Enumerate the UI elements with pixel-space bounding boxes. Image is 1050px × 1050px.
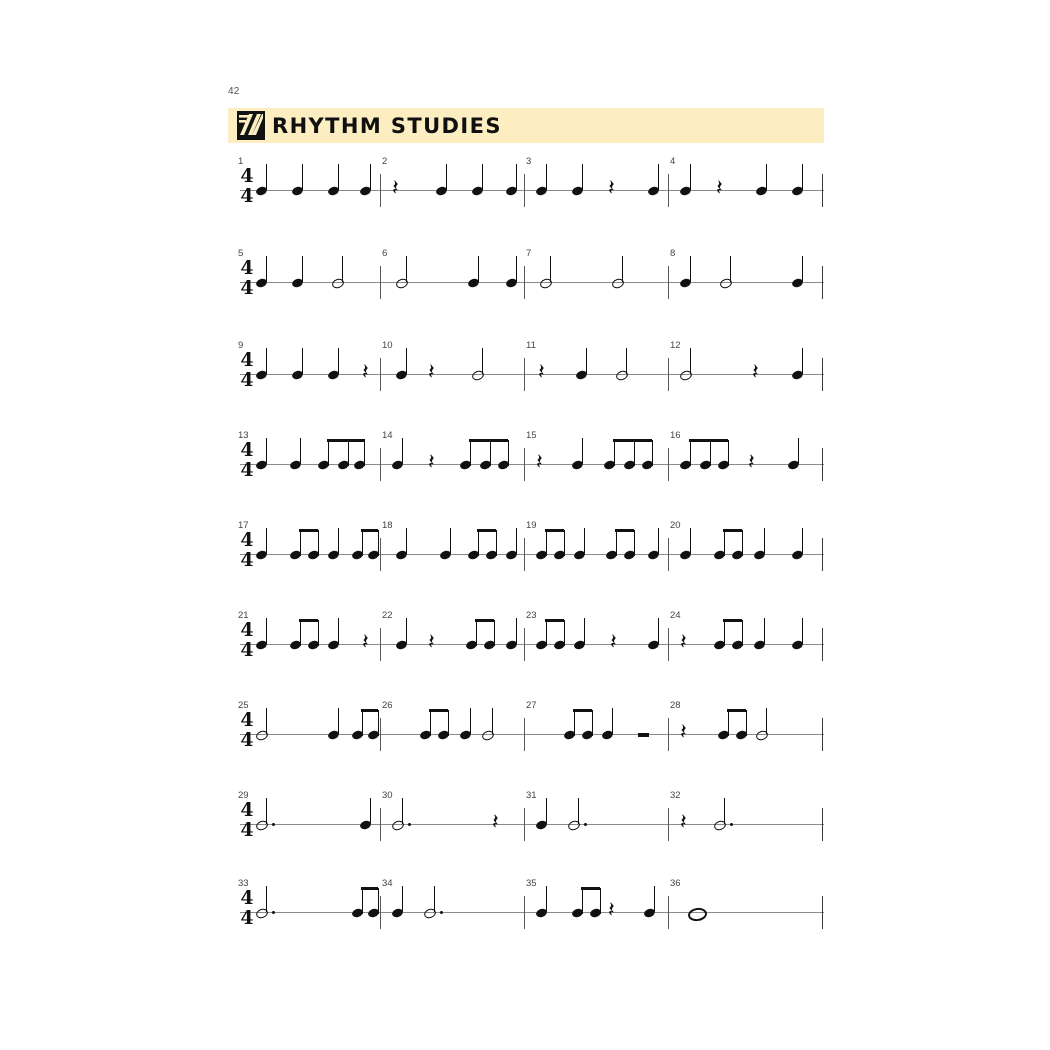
time-signature-bottom: 4 xyxy=(240,549,254,571)
measure-number: 35 xyxy=(526,878,537,889)
time-signature xyxy=(236,258,258,306)
time-signature-top: 4 xyxy=(240,439,254,461)
barline xyxy=(668,628,669,661)
measure-number: 19 xyxy=(526,520,537,531)
staff-system-9 xyxy=(228,878,824,948)
measure-number: 14 xyxy=(382,430,393,441)
rest-quarter: 𝄽 xyxy=(680,630,687,655)
barline xyxy=(668,266,669,299)
barline xyxy=(524,718,525,751)
measure-number: 27 xyxy=(526,700,537,711)
time-signature-top: 4 xyxy=(240,257,254,279)
barline xyxy=(380,718,381,751)
time-signature-bottom: 4 xyxy=(240,907,254,929)
measure-number: 15 xyxy=(526,430,537,441)
measure-number: 26 xyxy=(382,700,393,711)
barline xyxy=(380,896,381,929)
time-signature xyxy=(236,530,258,578)
barline xyxy=(524,896,525,929)
time-signature-top: 4 xyxy=(240,619,254,641)
measure-number: 33 xyxy=(238,878,249,889)
measure-number: 8 xyxy=(670,248,676,259)
measure-number: 32 xyxy=(670,790,681,801)
rest-quarter: 𝄽 xyxy=(680,810,687,835)
measure-number: 23 xyxy=(526,610,537,621)
barline xyxy=(668,448,669,481)
time-signature-top: 4 xyxy=(240,799,254,821)
time-signature-bottom: 4 xyxy=(240,729,254,751)
striped-notation-logo-icon xyxy=(236,110,266,141)
barline xyxy=(524,808,525,841)
time-signature-bottom: 4 xyxy=(240,819,254,841)
measure-number: 6 xyxy=(382,248,388,259)
staff-system-6 xyxy=(228,610,824,680)
time-signature xyxy=(236,800,258,848)
barline xyxy=(524,538,525,571)
staff-system-2 xyxy=(228,248,824,318)
time-signature-top: 4 xyxy=(240,529,254,551)
final-barline xyxy=(822,628,823,661)
measure-number: 1 xyxy=(238,156,244,167)
measure-number: 31 xyxy=(526,790,537,801)
time-signature-bottom: 4 xyxy=(240,369,254,391)
time-signature-top: 4 xyxy=(240,709,254,731)
time-signature xyxy=(236,888,258,936)
time-signature-bottom: 4 xyxy=(240,185,254,207)
rest-quarter: 𝄽 xyxy=(492,810,499,835)
measure-number: 18 xyxy=(382,520,393,531)
time-signature-bottom: 4 xyxy=(240,639,254,661)
time-signature-top: 4 xyxy=(240,165,254,187)
barline xyxy=(668,808,669,841)
time-signature-top: 4 xyxy=(240,349,254,371)
final-barline xyxy=(822,266,823,299)
barline xyxy=(668,538,669,571)
barline xyxy=(380,628,381,661)
measure-number: 22 xyxy=(382,610,393,621)
rest-quarter: 𝄽 xyxy=(608,176,615,201)
final-barline xyxy=(822,448,823,481)
rest-quarter: 𝄽 xyxy=(428,630,435,655)
rest-quarter: 𝄽 xyxy=(392,176,399,201)
measure-number: 30 xyxy=(382,790,393,801)
rest-quarter: 𝄽 xyxy=(680,720,687,745)
measure-number: 3 xyxy=(526,156,532,167)
rest-quarter: 𝄽 xyxy=(362,360,369,385)
measure-number: 10 xyxy=(382,340,393,351)
barline xyxy=(524,358,525,391)
barline xyxy=(380,358,381,391)
measure-number: 36 xyxy=(670,878,681,889)
measure-number: 29 xyxy=(238,790,249,801)
time-signature xyxy=(236,166,258,214)
staff-system-3 xyxy=(228,340,824,410)
barline xyxy=(380,808,381,841)
staff-system-7 xyxy=(228,700,824,770)
staff-system-8 xyxy=(228,790,824,860)
rest-quarter: 𝄽 xyxy=(716,176,723,201)
measure-number: 7 xyxy=(526,248,532,259)
rest-quarter: 𝄽 xyxy=(536,450,543,475)
time-signature xyxy=(236,350,258,398)
staff-line xyxy=(240,824,824,825)
time-signature-bottom: 4 xyxy=(240,277,254,299)
note-whole xyxy=(687,907,708,923)
rest-quarter: 𝄽 xyxy=(752,360,759,385)
measure-number: 9 xyxy=(238,340,244,351)
barline xyxy=(524,266,525,299)
measure-number: 11 xyxy=(526,340,536,351)
final-barline xyxy=(822,174,823,207)
measure-number: 5 xyxy=(238,248,244,259)
page-number: 42 xyxy=(228,86,240,97)
barline xyxy=(668,896,669,929)
time-signature-top: 4 xyxy=(240,887,254,909)
barline xyxy=(524,174,525,207)
rest-quarter: 𝄽 xyxy=(538,360,545,385)
final-barline xyxy=(822,358,823,391)
barline xyxy=(524,448,525,481)
final-barline xyxy=(822,718,823,751)
measure-number: 25 xyxy=(238,700,249,711)
measure-number: 24 xyxy=(670,610,681,621)
rest-quarter: 𝄽 xyxy=(748,450,755,475)
measure-number: 34 xyxy=(382,878,393,889)
staff-system-4 xyxy=(228,430,824,500)
rest-quarter: 𝄽 xyxy=(610,630,617,655)
barline xyxy=(524,628,525,661)
measure-number: 2 xyxy=(382,156,388,167)
measure-number: 13 xyxy=(238,430,249,441)
barline xyxy=(380,538,381,571)
measure-number: 4 xyxy=(670,156,676,167)
barline xyxy=(668,358,669,391)
staff-system-5 xyxy=(228,520,824,590)
final-barline xyxy=(822,538,823,571)
final-barline xyxy=(822,808,823,841)
staff-line xyxy=(240,282,824,283)
rest-quarter: 𝄽 xyxy=(362,630,369,655)
measure-number: 17 xyxy=(238,520,249,531)
rest-half xyxy=(638,733,649,737)
barline xyxy=(380,174,381,207)
time-signature xyxy=(236,710,258,758)
barline xyxy=(380,266,381,299)
rest-quarter: 𝄽 xyxy=(608,898,615,923)
barline xyxy=(380,448,381,481)
time-signature xyxy=(236,620,258,668)
time-signature xyxy=(236,440,258,488)
measure-number: 21 xyxy=(238,610,249,621)
barline xyxy=(668,174,669,207)
rest-quarter: 𝄽 xyxy=(428,360,435,385)
measure-number: 20 xyxy=(670,520,681,531)
measure-number: 28 xyxy=(670,700,681,711)
final-barline xyxy=(822,896,823,929)
measure-number: 12 xyxy=(670,340,681,351)
rest-quarter: 𝄽 xyxy=(428,450,435,475)
staff-system-1 xyxy=(228,156,824,226)
measure-number: 16 xyxy=(670,430,681,441)
barline xyxy=(668,718,669,751)
staff-line xyxy=(240,912,824,913)
page-title: RHYTHM STUDIES xyxy=(272,114,502,138)
time-signature-bottom: 4 xyxy=(240,459,254,481)
